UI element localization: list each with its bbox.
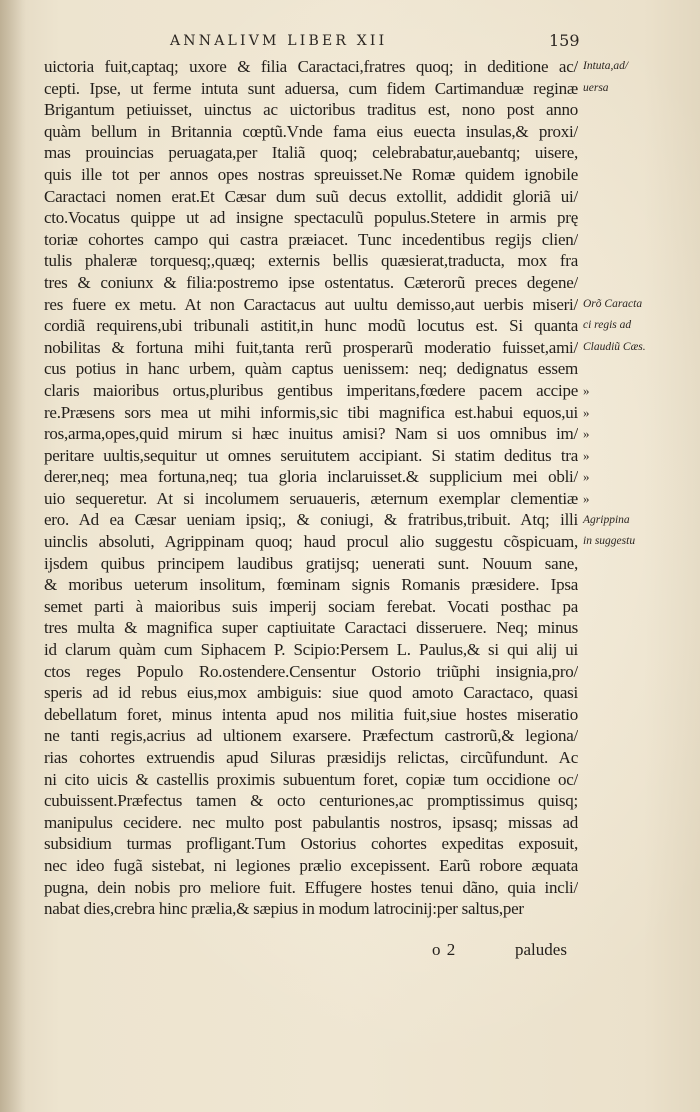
- text-line: & moribus ueterum insolitum, fœminam signis Romanis præsidere. Ipsa: [44, 575, 578, 595]
- running-head: ANNALIVM LIBER XII: [170, 33, 388, 49]
- text-line: toriæ cohortes campo qui castra præiacet. Tunc incedentibus regijs clien/: [44, 229, 578, 249]
- text-line: ijsdem quibus principem laudibus gratijsq; uenerati sunt. Nouum sane,: [44, 553, 578, 573]
- text-line: ros,arma,opes,quid mirum si hæc inuitus amisi? Nam si uos omnibus im/: [44, 424, 578, 444]
- text-line: res fuere ex metu. At non Caractacus aut uultu demisso,aut uerbis miseri/: [44, 294, 578, 314]
- text-line: re.Præsens sors mea ut mihi informis,sic tibi magnifica est.habui equos,ui: [44, 402, 578, 422]
- text-line: nec ideo fugã sistebat, ni legiones prælio excepissent. Earũ robore æquata: [44, 855, 578, 875]
- text-line: nobilitas & fortuna mihi fuit,tanta rerũ prosperarũ moderatio fuisset,ami/: [44, 337, 578, 357]
- text-line: debellatum foret, minus intenta apud nos militia fuit,siue hostes miseratio: [44, 704, 578, 724]
- text-line: uio sequeretur. At si incolumem seruaueris, æternum exemplar clementiæ: [44, 488, 578, 508]
- text-line: cto.Vocatus quippe ut ad insigne spectaculũ populus.Stetere in armis prę: [44, 208, 578, 228]
- quotation-mark: »: [583, 447, 590, 463]
- quotation-mark: »: [583, 383, 590, 398]
- text-line: nabat dies,crebra hinc prælia,& sæpius in modum latrocinij:per saltus,per: [44, 899, 524, 919]
- text-line: uinclis absoluti, Agrippinam quoq; haud procul alio suggestu cõspicuam,: [44, 532, 578, 552]
- page-number: 159: [549, 31, 580, 50]
- margin-note: Agrippina: [583, 513, 630, 526]
- text-line: manipulus cecidere. nec multo post pabulantis nostros, ipsasq; missas ad: [44, 812, 578, 832]
- text-line: quis ille tot per annos opes nostras spreuisset.Ne Romæ quidem ignobile: [44, 164, 578, 184]
- text-line: derer,neq; mea fortuna,neq; tua gloria inclaruisset.& supplicium mei obli/: [44, 467, 578, 487]
- text-line: rias cohortes extruendis apud Siluras præsidijs relictas, circũfundunt. Ac: [44, 748, 578, 767]
- text-line: quàm bellum in Britannia cœptũ.Vnde fama eius euecta insulas,& proxi/: [44, 121, 578, 141]
- text-line: tres & coniunx & filia:postremo ipse ostentatus. Cæterorũ preces degene/: [44, 272, 578, 292]
- main-text-block: [44, 56, 578, 920]
- text-line: ero. Ad ea Cæsar ueniam ipsiq;, & coniugi, & fratribus,tribuit. Atq; illi: [44, 510, 578, 530]
- text-line: tulis phaleræ torquesq;,quæq; externis bellis quæsierat,traducta, mox fra: [44, 251, 578, 271]
- signature-mark: o 2: [432, 940, 457, 959]
- text-line: pugna, dein nobis pro meliore fuit. Effugere hostes tenui dãno, quia incli/: [44, 877, 578, 897]
- text-line: speris ad id rebus eius,mox ambiguis: siue quod amoto Caractaco, quasi: [44, 683, 578, 703]
- text-line: cepti. Ipse, ut ferme intuta sunt aduersa, cum fidem Cartimanduæ reginæ: [44, 78, 578, 98]
- text-line: semet parti à maioribus suis imperij sociam ferebat. Vocati posthac pa: [44, 596, 578, 616]
- text-line: ctos reges Populo Ro.ostendere.Censentur Ostorio triũphi insignia,pro/: [44, 661, 578, 681]
- text-line: cordiã requirens,ubi tribunali astitit,in hunc modũ locutus est. Si quanta: [44, 316, 578, 336]
- text-line: uictoria fuit,captaq; uxore & filia Caractaci,fratres quoq; in deditione ac/: [44, 57, 578, 76]
- text-line: id clarum quàm cum Siphacem P. Scipio:Persem L. Paulus,& si qui alij ui: [44, 640, 578, 660]
- margin-note: ci regis ad: [583, 319, 632, 332]
- quotation-mark: »: [583, 491, 590, 506]
- text-line: ni cito uicis & castellis proximis subuentum foret, copiæ tum occidione oc/: [44, 769, 578, 789]
- text-line: Brigantum petiuisset, uinctus ac uictoribus traditus est, nono post anno: [44, 100, 578, 120]
- text-line: cubuissent.Præfectus tamen & octo centuriones,ac promptissimus quisq;: [44, 791, 578, 811]
- margin-note: Intuta,ad/: [583, 60, 629, 72]
- margin-note: Claudiũ Cæs.: [583, 340, 646, 353]
- quotation-mark: »: [583, 404, 590, 420]
- quotation-mark: »: [583, 469, 590, 485]
- text-line: mas prouincias peruagata,per Italiã quoq; celebrabatur,auebantq; uisere,: [44, 143, 578, 163]
- text-line: ne tanti regis,acrius ad ultionem exarsere. Præfectum castrorũ,& legiona/: [44, 726, 578, 746]
- text-line: tres multa & magnifica super captiuitate Caractaci disseruere. Neq; minus: [44, 618, 578, 638]
- text-line: Caractaci nomen erat.Et Cæsar dum suũ decus extollit, addidit gloriã ui/: [44, 186, 578, 206]
- text-line: peritare uultis,sequitur ut omnes seruitutem accipiant. Si statim deditus tra: [44, 445, 578, 465]
- catchword: paludes: [515, 940, 567, 959]
- text-line: subsidium turmas profligant.Tum Ostorius cohortes expeditas exposuit,: [44, 834, 578, 854]
- margin-note: uersa: [583, 81, 609, 94]
- margin-note: in suggestu: [583, 535, 636, 548]
- margin-note: Orõ Caracta: [583, 297, 643, 310]
- text-line: claris maioribus ortus,pluribus gentibus imperitans,fœdere pacem accipe: [44, 380, 578, 400]
- text-line: cus potius in hanc urbem, quàm captus uenissem: neq; dedignatus essem: [44, 359, 578, 379]
- gutter-shadow: [0, 0, 26, 1112]
- quotation-mark: »: [583, 426, 590, 442]
